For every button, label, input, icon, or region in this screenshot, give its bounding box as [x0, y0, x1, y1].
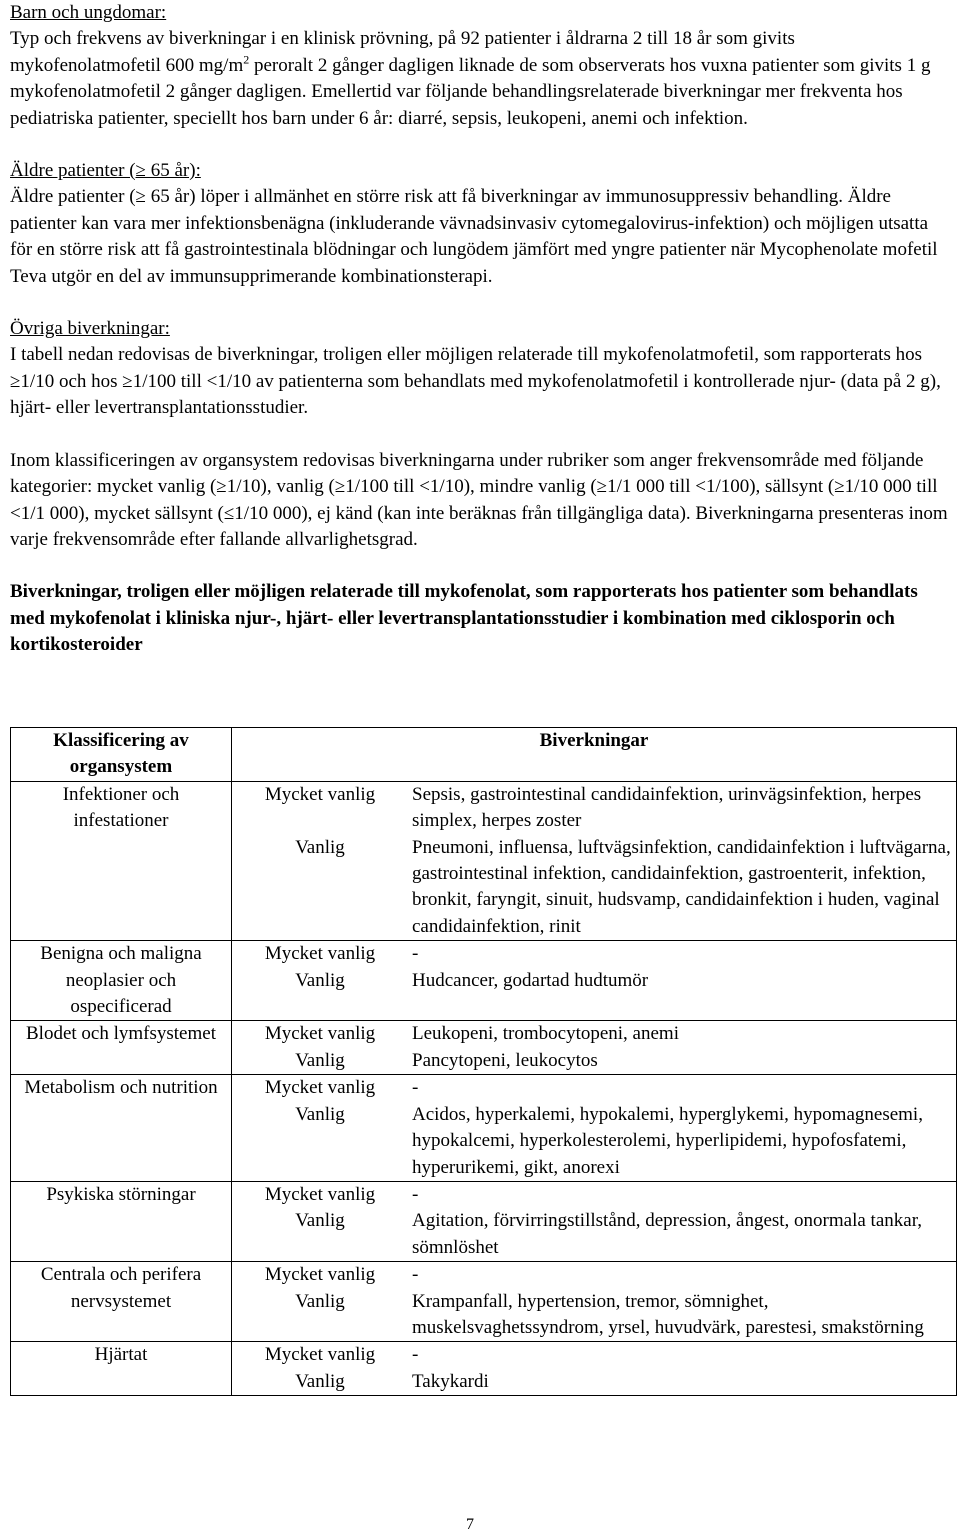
frequency-row — [232, 1048, 956, 1074]
frequency-label: Mycket vanlig — [264, 783, 376, 805]
header-adverse-reactions: Biverkningar — [232, 728, 957, 782]
reaction-text: Leukopeni, trombocytopeni, anemi — [412, 1023, 679, 1045]
table-row — [11, 1075, 957, 1182]
table-header-row — [11, 728, 957, 782]
frequency-row — [232, 782, 956, 835]
reactions-cell — [232, 781, 957, 940]
children-body-text2: peroralt 2 gånger dagligen liknade de som observerats hos vuxna patienter som givits 1 g mykofenolatmofetil 2 gånger dagligen. Emellertid var följande behandlingsrelaterade biverkningar mer frekventa hos pediatriska patienter, speciellt hos barn under 6 år: diarré, sepsis, leukopeni, anemi och infektion. — [10, 54, 931, 129]
reaction-text: Takykardi — [412, 1370, 489, 1392]
reaction-text: Krampanfall, hypertension, tremor, sömnighet, muskelsvaghetssyndrom, yrsel, huvudvärk, parestesi, smakstörning — [412, 1290, 924, 1338]
frequency-label: Mycket vanlig — [264, 1183, 376, 1205]
reactions-cell — [232, 1075, 957, 1182]
reaction-text: - — [412, 943, 419, 965]
frequency-label: Vanlig — [295, 1290, 345, 1312]
table-row — [11, 1262, 957, 1342]
table-title: Biverkningar, troligen eller möjligen relaterade till mykofenolat, som rapporterats hos patienter som behandlats med mykofenolat i kliniska njur-, hjärt- eller levertransplantationsstudier i kombination med ciklosporin och kortikosteroider — [10, 581, 918, 656]
frequency-label: Mycket vanlig — [264, 1077, 376, 1099]
elderly-heading: Äldre patienter (≥ 65 år): — [10, 160, 201, 182]
organ-class-cell: Centrala och perifera nervsystemet — [11, 1262, 232, 1342]
reaction-text: - — [412, 1344, 419, 1366]
organ-class-cell: Hjärtat — [11, 1342, 232, 1396]
organ-class-cell: Blodet och lymfsystemet — [11, 1021, 232, 1075]
frequency-row — [232, 1075, 956, 1101]
frequency-label: Vanlig — [295, 969, 345, 991]
frequency-row — [232, 968, 956, 994]
page-number: 7 — [466, 1516, 474, 1533]
reaction-text: - — [412, 1077, 419, 1099]
table-row — [11, 941, 957, 1021]
reaction-text: Hudcancer, godartad hudtumör — [412, 969, 649, 991]
organ-class-cell: Metabolism och nutrition — [11, 1075, 232, 1182]
reactions-cell — [232, 1262, 957, 1342]
table-row — [11, 781, 957, 940]
frequency-label: Mycket vanlig — [264, 1344, 376, 1366]
frequency-row — [232, 1021, 956, 1047]
frequency-label: Vanlig — [295, 1210, 345, 1232]
elderly-body: Äldre patienter (≥ 65 år) löper i allmänhet en större risk att få biverkningar av immunosuppressiv behandling. Äldre patienter kan vara mer infektionsbenägna (inkluderande vävnadsinvasiv cytomegalovirus-infektion) och möjligen utsatta för en större risk att få gastrointestinala blödningar och lungödem jämfört med yngre patienter när Mycophenolate mofetil Teva utgör en del av immunsupprimerande kombinationsterapi. — [10, 186, 938, 287]
frequency-row — [232, 1262, 956, 1288]
frequency-label: Mycket vanlig — [264, 1023, 376, 1045]
reaction-text: Acidos, hyperkalemi, hypokalemi, hyperglykemi, hypomagnesemi, hypokalcemi, hyperkolesterolemi, hyperlipidemi, hypofosfatemi, hyperurikemi, gikt, anorexi — [412, 1103, 923, 1178]
classification-body: Inom klassificeringen av organsystem redovisas biverkningarna under rubriker som anger frekvensområde med följande kategorier: mycket vanlig (≥1/10), vanlig (≥1/100 till <1/10), mindre vanlig (≥1/1 000 till <1/100), sällsynt (≥1/10 000 till <1/1 000), mycket sällsynt (≤1/10 000), ej känd (kan inte beräknas från tillgängliga data). Biverkningarna presenteras inom varje frekvensområde efter fallande allvarlighetsgrad. — [10, 449, 948, 550]
frequency-row — [232, 1208, 956, 1261]
frequency-row — [232, 1342, 956, 1368]
frequency-row — [232, 1182, 956, 1208]
reaction-text: - — [412, 1183, 419, 1205]
reaction-text: Sepsis, gastrointestinal candidainfektion, urinvägsinfektion, herpes simplex, herpes zoster — [412, 783, 922, 832]
organ-class-cell: Benigna och maligna neoplasier och ospecificerad — [11, 941, 232, 1021]
reactions-cell — [232, 941, 957, 1021]
organ-class-cell: Infektioner och infestationer — [11, 781, 232, 940]
children-sup: 2 — [243, 52, 250, 67]
frequency-row — [232, 1369, 956, 1395]
reactions-cell — [232, 1181, 957, 1261]
reaction-text: Pancytopeni, leukocytos — [412, 1049, 598, 1071]
children-body-text: Typ och frekvens av biverkningar i en klinisk prövning, på 92 patienter i åldrarna 2 till 18 år som givits mykofenolatmofetil 600 mg/m — [10, 28, 795, 76]
frequency-label: Mycket vanlig — [264, 943, 376, 965]
frequency-label: Mycket vanlig — [264, 1264, 376, 1286]
frequency-row — [232, 1102, 956, 1181]
header-classification: Klassificering av organsystem — [11, 728, 232, 782]
table-row — [11, 1021, 957, 1075]
document-page — [10, 0, 950, 659]
frequency-row — [232, 941, 956, 967]
table-row — [11, 1181, 957, 1261]
frequency-label: Vanlig — [295, 836, 345, 858]
frequency-label: Vanlig — [295, 1103, 345, 1125]
reaction-text: Agitation, förvirringstillstånd, depression, ångest, onormala tankar, sömnlöshet — [412, 1210, 923, 1258]
organ-class-cell: Psykiska störningar — [11, 1181, 232, 1261]
frequency-row — [232, 1289, 956, 1342]
table-row — [11, 1342, 957, 1396]
adverse-reactions-table — [10, 727, 957, 1396]
frequency-label: Vanlig — [295, 1049, 345, 1071]
children-heading: Barn och ungdomar: — [10, 2, 167, 23]
reaction-text: Pneumoni, influensa, luftvägsinfektion, candidainfektion i luftvägarna, gastrointestinal infektion, candidainfektion, gastroenterit, infektion, bronkit, faryngit, sinuit, hudsvamp, candidainfektion i huden, vaginal candidainfektion, rinit — [412, 836, 951, 937]
frequency-row — [232, 835, 956, 941]
other-heading: Övriga biverkningar: — [10, 318, 170, 340]
reaction-text: - — [412, 1264, 419, 1286]
frequency-label: Vanlig — [295, 1370, 345, 1392]
reactions-cell — [232, 1342, 957, 1396]
other-body: I tabell nedan redovisas de biverkningar, troligen eller möjligen relaterade till mykofenolatmofetil, som rapporterats hos ≥1/10 och hos ≥1/100 till <1/10 av patienterna som behandlats med mykofenolatmofetil i kontrollerade njur- (data på 2 g), hjärt- eller levertransplantationsstudier. — [10, 344, 941, 419]
reactions-cell — [232, 1021, 957, 1075]
children-body — [10, 26, 950, 132]
